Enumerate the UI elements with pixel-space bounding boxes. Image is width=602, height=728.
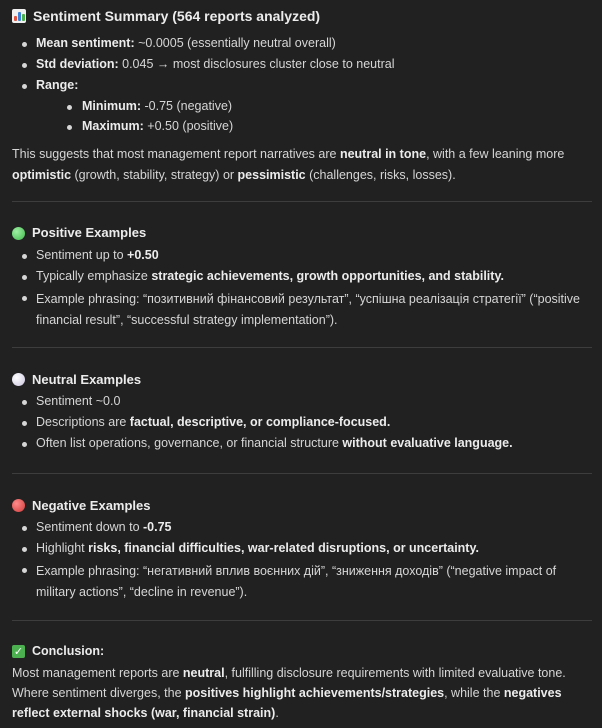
negative-list — [12, 519, 592, 603]
red-circle-icon — [12, 499, 25, 512]
divider — [12, 473, 592, 474]
mean-item — [12, 35, 592, 52]
range-item — [12, 77, 592, 136]
range-sublist — [36, 98, 592, 136]
divider — [12, 201, 592, 202]
min-item — [36, 98, 592, 115]
conclusion-paragraph: Most management reports are neutral, fulfilling disclosure requirements with limited evaluative tone. Where sentiment diverges, the positives highlight achievements/strategies, while the negatives reflect external shocks (war, financial strain). — [12, 665, 566, 720]
divider — [12, 620, 592, 621]
white-circle-icon — [12, 373, 25, 386]
list-item: Example phrasing: “негативний вплив воєнних дій”, “зниження доходів” (“negative impact of military actions”, “decline in revenue”). — [12, 561, 592, 603]
positive-heading — [12, 224, 592, 242]
std-label: Std deviation: — [36, 56, 119, 71]
summary-paragraph: This suggests that most management report narratives are neutral in tone, with a few leaning more optimistic (growth, stability, strategy) or pessimistic (challenges, risks, losses). — [12, 147, 565, 183]
neutral-heading — [12, 371, 592, 389]
min-value: -0.75 (negative) — [141, 98, 233, 113]
std-item — [12, 56, 592, 73]
list-item: Often list operations, governance, or financial structure without evaluative language. — [12, 435, 592, 452]
list-item: Sentiment down to -0.75 — [12, 519, 592, 536]
check-mark-icon: ✓ — [13, 644, 24, 658]
green-circle-icon — [12, 227, 25, 240]
list-item: Descriptions are factual, descriptive, or compliance-focused. — [12, 414, 592, 431]
positive-title: Positive Examples — [32, 225, 147, 241]
neutral-title: Neutral Examples — [32, 371, 142, 387]
conclusion-heading — [12, 643, 592, 660]
mean-label: Mean sentiment: — [36, 35, 135, 50]
list-item: Typically emphasize strategic achievements, growth opportunities, and stability. — [12, 268, 592, 285]
summary-title: Sentiment Summary (564 reports analyzed) — [33, 8, 321, 24]
max-value: +0.50 (positive) — [143, 119, 234, 134]
summary-list — [12, 35, 592, 135]
divider — [12, 347, 592, 348]
max-item — [36, 118, 592, 135]
list-item: Sentiment up to +0.50 — [12, 247, 592, 264]
list-item: Sentiment ~0.0 — [12, 393, 592, 410]
bar-chart-icon — [12, 9, 26, 23]
std-value: 0.045 → most disclosures cluster close to neutral — [118, 56, 395, 71]
list-item: Example phrasing: “позитивний фінансовий результат”, “успішна реалізація стратегії” (“positive financial result”, “successful strategy implementation”). — [12, 289, 592, 331]
negative-heading — [12, 497, 592, 515]
max-label: Maximum: — [82, 119, 144, 134]
list-item: Highlight risks, financial difficulties, war-related disruptions, or uncertainty. — [12, 540, 592, 557]
summary-heading — [12, 7, 592, 26]
positive-list — [12, 247, 592, 331]
negative-title: Negative Examples — [32, 497, 151, 513]
neutral-list — [12, 393, 592, 452]
mean-value: ~0.0005 (essentially neutral overall) — [134, 35, 336, 50]
conclusion-title: Conclusion: — [32, 644, 105, 659]
range-label: Range: — [36, 77, 79, 92]
min-label: Minimum: — [82, 98, 142, 113]
